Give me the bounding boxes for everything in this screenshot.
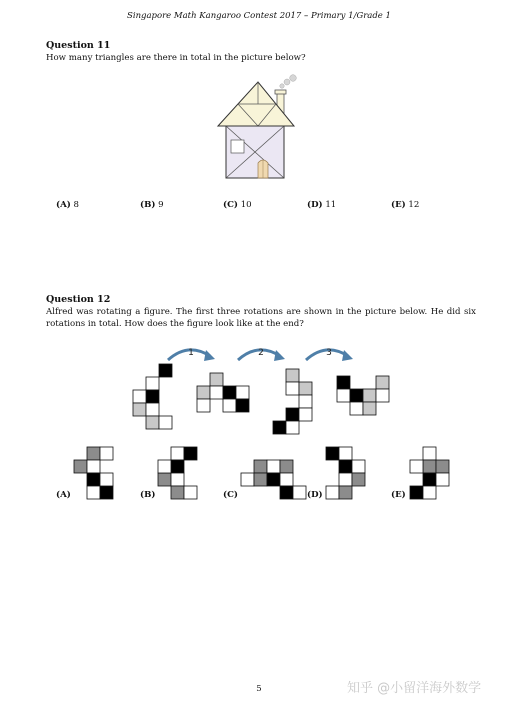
grid-cell — [159, 416, 172, 429]
option-figure-b — [157, 446, 198, 500]
grid-cell — [423, 473, 436, 486]
q11-choice-e[interactable]: (E) 12 — [391, 200, 420, 210]
sequence-figure-3 — [336, 375, 390, 416]
q12-choice-b[interactable]: (B) — [140, 490, 156, 500]
grid-cell — [197, 386, 210, 399]
q11-choice-c[interactable]: (C) 10 — [223, 200, 252, 210]
grid-cell — [286, 408, 299, 421]
grid-cell — [146, 390, 159, 403]
grid-cell — [299, 408, 312, 421]
grid-cell — [197, 399, 210, 412]
grid-cell — [184, 486, 197, 499]
option-figure-e — [409, 446, 450, 500]
grid-cell — [299, 382, 312, 395]
grid-cell — [352, 460, 365, 473]
grid-cell — [267, 473, 280, 486]
grid-cell — [171, 460, 184, 473]
grid-cell — [254, 473, 267, 486]
grid-cell — [293, 486, 306, 499]
grid-cell — [350, 402, 363, 415]
grid-cell — [339, 473, 352, 486]
grid-cell — [210, 373, 223, 386]
q11-text: How many triangles are there in total in the picture below? — [46, 53, 306, 63]
grid-cell — [133, 403, 146, 416]
grid-cell — [376, 376, 389, 389]
grid-cell — [436, 473, 449, 486]
sequence-figure-1 — [196, 372, 250, 413]
grid-cell — [236, 386, 249, 399]
grid-cell — [241, 473, 254, 486]
grid-cell — [100, 473, 113, 486]
grid-cell — [171, 473, 184, 486]
grid-cell — [286, 369, 299, 382]
page-header: Singapore Math Kangaroo Contest 2017 – Primary 1/Grade 1 — [127, 11, 391, 21]
q12-text: Alfred was rotating a figure. The first three rotations are shown in the picture below. He did six rotations in total. How does the figure look like at the end? — [46, 307, 476, 329]
grid-cell — [100, 447, 113, 460]
grid-cell — [350, 389, 363, 402]
grid-cell — [376, 389, 389, 402]
grid-cell — [87, 486, 100, 499]
grid-cell — [146, 377, 159, 390]
grid-cell — [337, 376, 350, 389]
page-number: 5 — [256, 684, 262, 694]
grid-cell — [133, 390, 146, 403]
rotation-arrows — [160, 340, 360, 366]
grid-cell — [87, 447, 100, 460]
grid-cell — [423, 486, 436, 499]
q12-title: Question 12 — [46, 294, 111, 305]
grid-cell — [423, 460, 436, 473]
q11-title: Question 11 — [46, 40, 111, 51]
grid-cell — [236, 399, 249, 412]
grid-cell — [223, 386, 236, 399]
grid-cell — [74, 460, 87, 473]
grid-cell — [87, 473, 100, 486]
grid-cell — [326, 447, 339, 460]
grid-cell — [363, 389, 376, 402]
arrow-label-1: 1 — [188, 348, 194, 358]
grid-cell — [171, 486, 184, 499]
option-figure-d — [325, 446, 366, 500]
q11-choice-b[interactable]: (B) 9 — [140, 200, 164, 210]
sequence-figure-2 — [272, 368, 313, 435]
grid-cell — [326, 486, 339, 499]
grid-cell — [273, 421, 286, 434]
grid-cell — [436, 460, 449, 473]
grid-cell — [286, 421, 299, 434]
q12-choice-a[interactable]: (A) — [56, 490, 71, 500]
grid-cell — [87, 460, 100, 473]
grid-cell — [280, 473, 293, 486]
grid-cell — [146, 416, 159, 429]
grid-cell — [184, 447, 197, 460]
arrow-label-2: 2 — [258, 348, 264, 358]
arrow-label-3: 3 — [326, 348, 332, 358]
grid-cell — [280, 460, 293, 473]
q12-choice-e[interactable]: (E) — [391, 490, 406, 500]
q12-choice-d[interactable]: (D) — [307, 490, 323, 500]
grid-cell — [146, 403, 159, 416]
grid-cell — [339, 447, 352, 460]
grid-cell — [210, 386, 223, 399]
grid-cell — [158, 460, 171, 473]
grid-cell — [363, 402, 376, 415]
grid-cell — [299, 395, 312, 408]
grid-cell — [286, 382, 299, 395]
q12-choice-c[interactable]: (C) — [223, 490, 238, 500]
grid-cell — [410, 460, 423, 473]
sequence-figure-0 — [132, 363, 173, 430]
option-figure-a — [73, 446, 114, 500]
option-figure-c — [240, 459, 307, 500]
grid-cell — [159, 364, 172, 377]
house-figure — [216, 74, 302, 180]
grid-cell — [100, 486, 113, 499]
grid-cell — [267, 460, 280, 473]
grid-cell — [410, 486, 423, 499]
q11-choice-a[interactable]: (A) 8 — [56, 200, 80, 210]
grid-cell — [423, 447, 436, 460]
grid-cell — [254, 460, 267, 473]
grid-cell — [337, 389, 350, 402]
grid-cell — [223, 399, 236, 412]
q11-choice-d[interactable]: (D) 11 — [307, 200, 337, 210]
grid-cell — [352, 473, 365, 486]
grid-cell — [339, 486, 352, 499]
grid-cell — [171, 447, 184, 460]
grid-cell — [339, 460, 352, 473]
grid-cell — [280, 486, 293, 499]
watermark: 知乎 @小留洋海外数学 — [347, 681, 482, 696]
grid-cell — [158, 473, 171, 486]
